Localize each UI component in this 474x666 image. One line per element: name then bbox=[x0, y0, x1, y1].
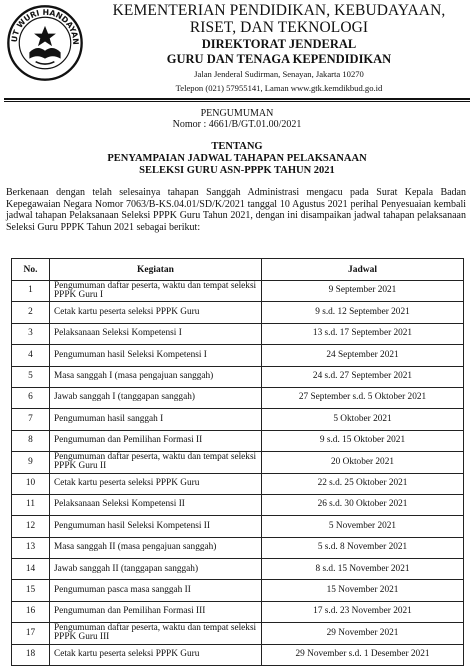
activity-cell: Pengumuman pasca masa sanggah II bbox=[50, 580, 262, 601]
table-row bbox=[12, 580, 464, 601]
activity-cell: Pelaksanaan Seleksi Kompetensi II bbox=[50, 494, 262, 515]
intro-paragraph: Berkenaan dengan telah selesainya tahapan Sanggah Administrasi mengacu pada Surat Kepala Badan Kepegawaian Negara Nomor 7063/B-KS.04.01/SD/K/2021 tanggal 10 Agustus 2021 perihal Penyesuaian kembali jadwal tahapan Pelaksanaan Seleksi PPPK Guru Tahun 2021, dengan ini disampaikan jadwal tahapan pelaksanaan Seleksi Guru PPPK Tahun 2021 sebagai berikut: bbox=[6, 187, 466, 233]
row-number-cell: 15 bbox=[12, 580, 50, 601]
row-number-cell: 10 bbox=[12, 473, 50, 494]
schedule-cell: 26 s.d. 30 Oktober 2021 bbox=[262, 494, 464, 515]
schedule-cell: 22 s.d. 25 Oktober 2021 bbox=[262, 473, 464, 494]
row-number-cell: 14 bbox=[12, 559, 50, 580]
table-row bbox=[12, 623, 464, 644]
schedule-cell: 27 September s.d. 5 Oktober 2021 bbox=[262, 387, 464, 408]
letterhead-divider-thick bbox=[4, 98, 470, 100]
ministry-name-line2: RISET, DAN TEKNOLOGI bbox=[189, 19, 369, 36]
table-row bbox=[12, 559, 464, 580]
schedule-cell: 8 s.d. 15 November 2021 bbox=[262, 559, 464, 580]
subject-line2: SELEKSI GURU ASN-PPPK TAHUN 2021 bbox=[139, 165, 335, 176]
row-number-cell: 11 bbox=[12, 494, 50, 515]
directorate-line1: DIREKTORAT JENDERAL bbox=[201, 37, 357, 51]
schedule-cell: 29 November s.d. 1 Desember 2021 bbox=[262, 644, 464, 665]
table-row bbox=[12, 644, 464, 665]
schedule-cell: 13 s.d. 17 September 2021 bbox=[262, 323, 464, 344]
table-row bbox=[12, 387, 464, 408]
schedule-cell: 20 Oktober 2021 bbox=[262, 452, 464, 473]
activity-cell: Pengumuman daftar peserta, waktu dan tempat seleksi PPPK Guru II bbox=[50, 452, 262, 473]
schedule-cell: 29 November 2021 bbox=[262, 623, 464, 644]
activity-cell: Pengumuman dan Pemilihan Formasi II bbox=[50, 430, 262, 451]
logo-motto: UT WURI HANDAYAN bbox=[9, 7, 81, 45]
schedule-cell: 15 November 2021 bbox=[262, 580, 464, 601]
announcement-number: Nomor : 4661/B/GT.01.00/2021 bbox=[172, 119, 302, 130]
activity-cell: Pengumuman hasil Seleksi Kompetensi I bbox=[50, 345, 262, 366]
activity-cell: Jawab sanggah II (tanggapan sanggah) bbox=[50, 559, 262, 580]
schedule-cell: 9 September 2021 bbox=[262, 281, 464, 302]
schedule-cell: 5 November 2021 bbox=[262, 516, 464, 537]
row-number-cell: 2 bbox=[12, 302, 50, 323]
activity-cell: Cetak kartu peserta seleksi PPPK Guru bbox=[50, 302, 262, 323]
table-row bbox=[12, 281, 464, 302]
schedule-cell: 24 s.d. 27 September 2021 bbox=[262, 366, 464, 387]
table-row bbox=[12, 452, 464, 473]
activity-cell: Pelaksanaan Seleksi Kompetensi I bbox=[50, 323, 262, 344]
header-no: No. bbox=[12, 259, 50, 281]
activity-cell: Masa sanggah I (masa pengajuan sanggah) bbox=[50, 366, 262, 387]
row-number-cell: 1 bbox=[12, 281, 50, 302]
row-number-cell: 8 bbox=[12, 430, 50, 451]
row-number-cell: 16 bbox=[12, 601, 50, 622]
table-row bbox=[12, 323, 464, 344]
table-row bbox=[12, 345, 464, 366]
table-row bbox=[12, 473, 464, 494]
schedule-cell: 5 s.d. 8 November 2021 bbox=[262, 537, 464, 558]
schedule-cell: 17 s.d. 23 November 2021 bbox=[262, 601, 464, 622]
table-row bbox=[12, 366, 464, 387]
activity-cell: Cetak kartu peserta seleksi PPPK Guru bbox=[50, 473, 262, 494]
table-header-row bbox=[12, 259, 464, 281]
activity-cell: Pengumuman daftar peserta, waktu dan tempat seleksi PPPK Guru III bbox=[50, 623, 262, 644]
ministry-name-line1: KEMENTERIAN PENDIDIKAN, KEBUDAYAAN, bbox=[112, 2, 446, 19]
row-number-cell: 13 bbox=[12, 537, 50, 558]
table-row bbox=[12, 494, 464, 515]
schedule-cell: 9 s.d. 12 September 2021 bbox=[262, 302, 464, 323]
row-number-cell: 18 bbox=[12, 644, 50, 665]
activity-cell: Masa sanggah II (masa pengajuan sanggah) bbox=[50, 537, 262, 558]
letterhead-divider-thin bbox=[4, 101, 470, 102]
schedule-cell: 5 Oktober 2021 bbox=[262, 409, 464, 430]
tut-wuri-handayani-logo bbox=[6, 4, 84, 82]
activity-cell: Cetak kartu peserta seleksi PPPK Guru bbox=[50, 644, 262, 665]
letterhead bbox=[0, 0, 474, 100]
row-number-cell: 3 bbox=[12, 323, 50, 344]
activity-cell: Pengumuman hasil sanggah I bbox=[50, 409, 262, 430]
subject-label: TENTANG bbox=[211, 141, 263, 152]
directorate-line2: GURU DAN TENAGA KEPENDIDIKAN bbox=[166, 52, 392, 66]
letterhead-text bbox=[84, 2, 474, 93]
schedule-cell: 9 s.d. 15 Oktober 2021 bbox=[262, 430, 464, 451]
address-line2: Telepon (021) 57955141, Laman www.gtk.kemdikbud.go.id bbox=[175, 82, 383, 93]
activity-cell: Pengumuman daftar peserta, waktu dan tempat seleksi PPPK Guru I bbox=[50, 281, 262, 302]
activity-cell: Jawab sanggah I (tanggapan sanggah) bbox=[50, 387, 262, 408]
table-row bbox=[12, 430, 464, 451]
table-row bbox=[12, 409, 464, 430]
header-schedule: Jadwal bbox=[262, 259, 464, 281]
row-number-cell: 7 bbox=[12, 409, 50, 430]
activity-cell: Pengumuman dan Pemilihan Formasi III bbox=[50, 601, 262, 622]
row-number-cell: 9 bbox=[12, 452, 50, 473]
announcement-label: PENGUMUMAN bbox=[200, 108, 274, 119]
table-row bbox=[12, 302, 464, 323]
schedule-table bbox=[11, 258, 464, 666]
activity-cell: Pengumuman hasil Seleksi Kompetensi II bbox=[50, 516, 262, 537]
subject-line1: PENYAMPAIAN JADWAL TAHAPAN PELAKSANAAN bbox=[107, 153, 367, 164]
header-activity: Kegiatan bbox=[50, 259, 262, 281]
row-number-cell: 12 bbox=[12, 516, 50, 537]
address-line1: Jalan Jenderal Sudirman, Senayan, Jakarta 10270 bbox=[194, 69, 364, 79]
schedule-table-body bbox=[12, 281, 464, 666]
row-number-cell: 6 bbox=[12, 387, 50, 408]
row-number-cell: 5 bbox=[12, 366, 50, 387]
schedule-cell: 24 September 2021 bbox=[262, 345, 464, 366]
table-row bbox=[12, 601, 464, 622]
row-number-cell: 4 bbox=[12, 345, 50, 366]
table-row bbox=[12, 516, 464, 537]
row-number-cell: 17 bbox=[12, 623, 50, 644]
table-row bbox=[12, 537, 464, 558]
